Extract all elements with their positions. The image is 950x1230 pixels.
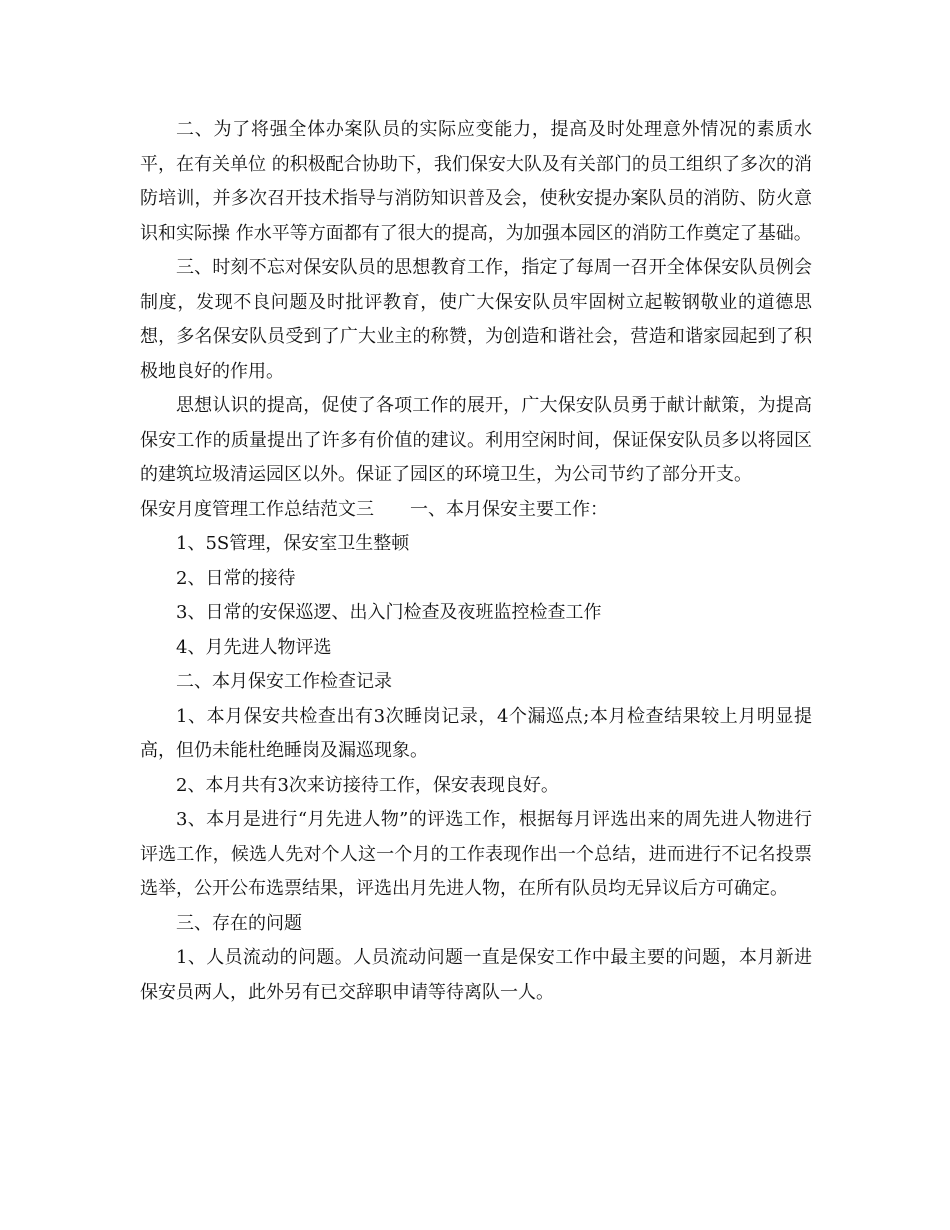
list-item: 1、本月保安共检查出有3次睡岗记录，4个漏巡点;本月检查结果较上月明显提高，但仍未能杜绝睡岗及漏巡现象。 [140,705,812,761]
list-item: 2、本月共有3次来访接待工作，保安表现良好。 [176,774,559,796]
list-item: 3、日常的安保巡逻、出入门检查及夜班监控检查工作 [176,602,602,623]
list-item: 2、日常的接待 [176,567,296,589]
list-item: 3、本月是进行“月先进人物”的评选工作，根据每月评选出来的周先进人物进行评选工作，候选人先对个人这一个月的工作表现作出一个总结，进而进行不记名投票选举，公开公布选票结果，评选出月先进人物，在所有队员均无异议后方可确定。 [140,809,812,899]
list-item: 1、人员流动的问题。人员流动问题一直是保安工作中最主要的问题，本月新进保安员两人，此外另有已交辞职申请等待离队一人。 [140,947,812,1003]
paragraph: 思想认识的提高，促使了各项工作的展开，广大保安队员勇于献计献策，为提高保安工作的质量提出了许多有价值的建议。利用空闲时间，保证保安队员多以将园区的建筑垃圾清运园区以外。保证了园区的环境卫生，为公司节约了部分开支。 [140,395,812,485]
section-heading: 保安月度管理工作总结范文三 一、本月保安主要工作： [140,498,608,520]
document-body [140,113,812,1010]
paragraph: 二、为了将强全体办案队员的实际应变能力，提高及时处理意外情况的素质水平，在有关单位 的积极配合协助下，我们保安大队及有关部门的员工组织了多次的消防培训，并多次召开技术指导与消防知识普及会，使秋安提办案队员的消防、防火意识和实际操 作水平等方面都有了很大的提高，为加强本园区的消防工作奠定了基础。 [140,119,812,244]
section-heading: 三、存在的问题 [176,912,302,934]
section-heading: 二、本月保安工作检查记录 [176,671,392,692]
list-item: 4、月先进人物评选 [176,636,332,658]
paragraph: 三、时刻不忘对保安队员的思想教育工作，指定了每周一召开全体保安队员例会制度，发现不良问题及时批评教育，使广大保安队员牢固树立起鞍钢敬业的道德思想，多名保安队员受到了广大业主的称赞，为创造和谐社会，营造和谐家园起到了积极地良好的作用。 [140,257,812,382]
list-item: 1、5S管理，保安室卫生整顿 [176,533,410,554]
